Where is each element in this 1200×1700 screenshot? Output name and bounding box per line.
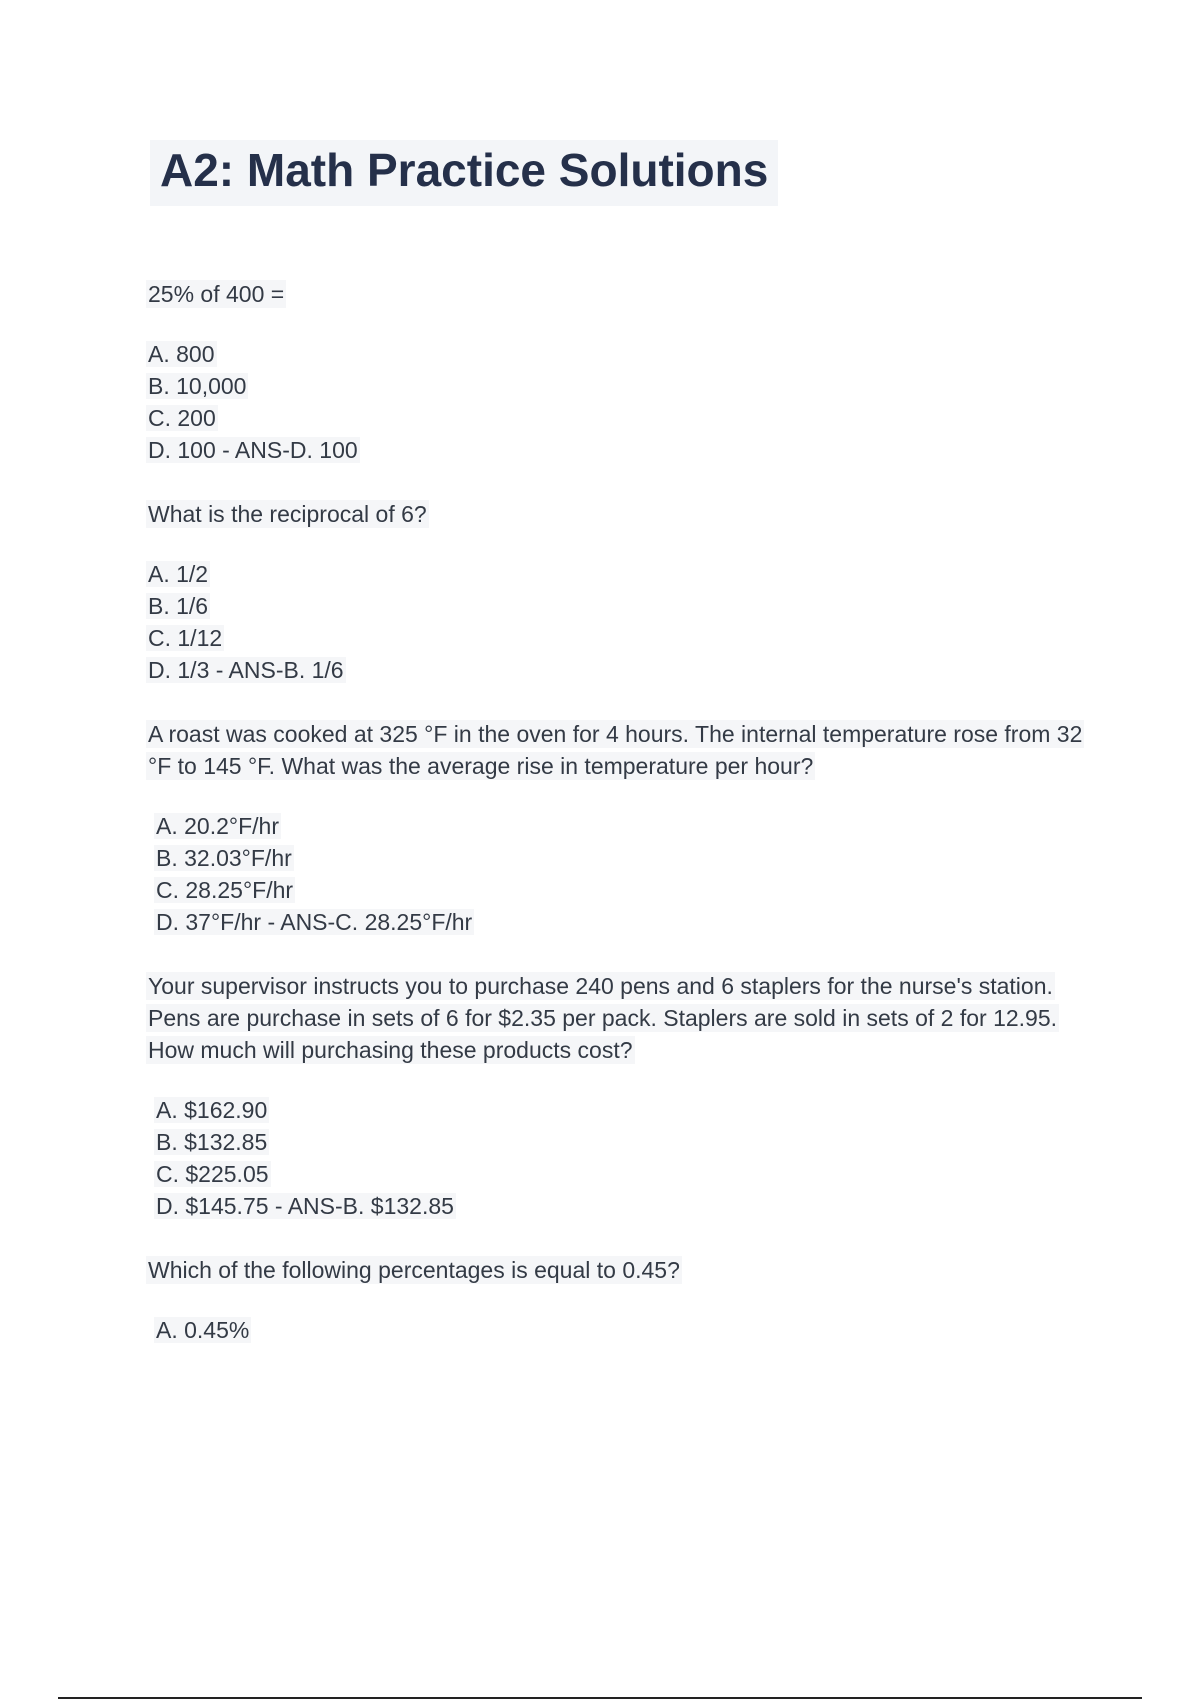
answer-choice [146, 402, 1106, 434]
answer-choice [154, 842, 1106, 874]
answer-choice [146, 434, 1106, 466]
answer-choice-text: B. 10,000 [148, 373, 247, 399]
answer-choice-text: D. 37°F/hr - ANS-C. 28.25°F/hr [156, 909, 473, 935]
answer-choice [154, 1190, 1106, 1222]
question-block [146, 718, 1106, 938]
question-block [146, 970, 1106, 1222]
question-block [146, 498, 1106, 686]
question-text [146, 718, 1106, 782]
page-title: A2: Math Practice Solutions [160, 144, 769, 196]
answer-choice [154, 1094, 1106, 1126]
answer-choice-text: B. 1/6 [148, 593, 209, 619]
question-text-content: A roast was cooked at 325 °F in the oven for 4 hours. The internal temperature rose from 32 °F to 145 °F. What was the average rise in temperature per hour? [148, 721, 1083, 779]
answer-choice [146, 338, 1106, 370]
answer-choice [146, 622, 1106, 654]
answer-choice [154, 1158, 1106, 1190]
answer-choice-text: C. $225.05 [156, 1161, 269, 1187]
answer-choices [154, 1094, 1106, 1222]
answer-choice-text: A. 800 [148, 341, 215, 367]
answer-choice [154, 810, 1106, 842]
answer-choice [154, 1126, 1106, 1158]
question-list [146, 278, 1106, 1378]
answer-choice-text: C. 28.25°F/hr [156, 877, 294, 903]
answer-choice-text: C. 200 [148, 405, 216, 431]
answer-choice [154, 1314, 1106, 1346]
answer-choice-text: A. 0.45% [156, 1317, 250, 1343]
answer-choice-text: B. 32.03°F/hr [156, 845, 292, 871]
answer-choice [146, 558, 1106, 590]
question-text [146, 278, 1106, 310]
title-block [150, 140, 778, 206]
question-text-content: Your supervisor instructs you to purchase 240 pens and 6 staplers for the nurse's station. Pens are purchase in sets of 6 for $2.35 per pack. Staplers are sold in sets of 2 for 12.95. How much will purchasing these products cost? [148, 973, 1058, 1063]
question-text [146, 1254, 1106, 1286]
answer-choices [154, 1314, 1106, 1346]
question-text [146, 970, 1106, 1066]
answer-choices [146, 338, 1106, 466]
answer-choice [154, 906, 1106, 938]
question-text-content: Which of the following percentages is equal to 0.45? [148, 1257, 680, 1283]
answer-choices [146, 558, 1106, 686]
answer-choice [146, 590, 1106, 622]
question-block [146, 1254, 1106, 1346]
footer-divider [58, 1697, 1142, 1699]
answer-choice-text: D. 1/3 - ANS-B. 1/6 [148, 657, 344, 683]
answer-choices [154, 810, 1106, 938]
answer-choice-text: B. $132.85 [156, 1129, 268, 1155]
answer-choice-text: C. 1/12 [148, 625, 223, 651]
answer-choice [154, 874, 1106, 906]
answer-choice-text: A. 1/2 [148, 561, 209, 587]
question-text [146, 498, 1106, 530]
question-text-content: 25% of 400 = [148, 281, 285, 307]
question-text-content: What is the reciprocal of 6? [148, 501, 427, 527]
answer-choice [146, 654, 1106, 686]
question-block [146, 278, 1106, 466]
answer-choice-text: A. $162.90 [156, 1097, 268, 1123]
answer-choice [146, 370, 1106, 402]
answer-choice-text: D. $145.75 - ANS-B. $132.85 [156, 1193, 454, 1219]
answer-choice-text: A. 20.2°F/hr [156, 813, 279, 839]
answer-choice-text: D. 100 - ANS-D. 100 [148, 437, 358, 463]
